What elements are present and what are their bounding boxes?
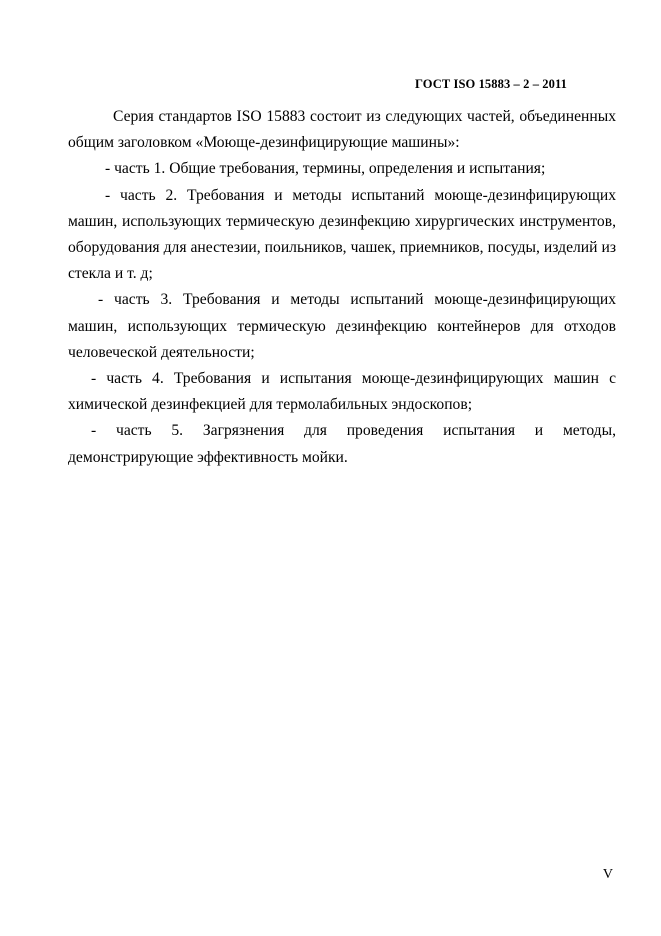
part-5-item: - часть 5. Загрязнения для проведения испытания и методы, демонстрирующие эффективность мойки. [68,422,616,466]
part-1-item: - часть 1. Общие требования, термины, определения и испытания; [105,160,546,178]
document-header: ГОСТ ISO 15883 – 2 – 2011 [415,77,567,91]
document-body [68,104,616,471]
part-4-item: - часть 4. Требования и испытания моюще-дезинфицирующих машин с химической дезинфекцией для термолабильных эндоскопов; [68,370,616,414]
intro-paragraph: Серия стандартов ISO 15883 состоит из следующих частей, объединенных общим заголовком «Моюще-дезинфицирующие машины»: [68,108,616,152]
part-2-item: - часть 2. Требования и методы испытаний моюще-дезинфицирующих машин, использующих термическую дезинфекцию хирургических инструментов, оборудования для анестезии, поильников, чашек, приемников, посуды, изделий из стекла и т. д; [68,186,616,283]
part-3-item: - часть 3. Требования и методы испытаний моюще-дезинфицирующих машин, использующих термическую дезинфекцию контейнеров для отходов человеческой деятельности; [68,291,616,361]
page-number: V [602,867,613,882]
